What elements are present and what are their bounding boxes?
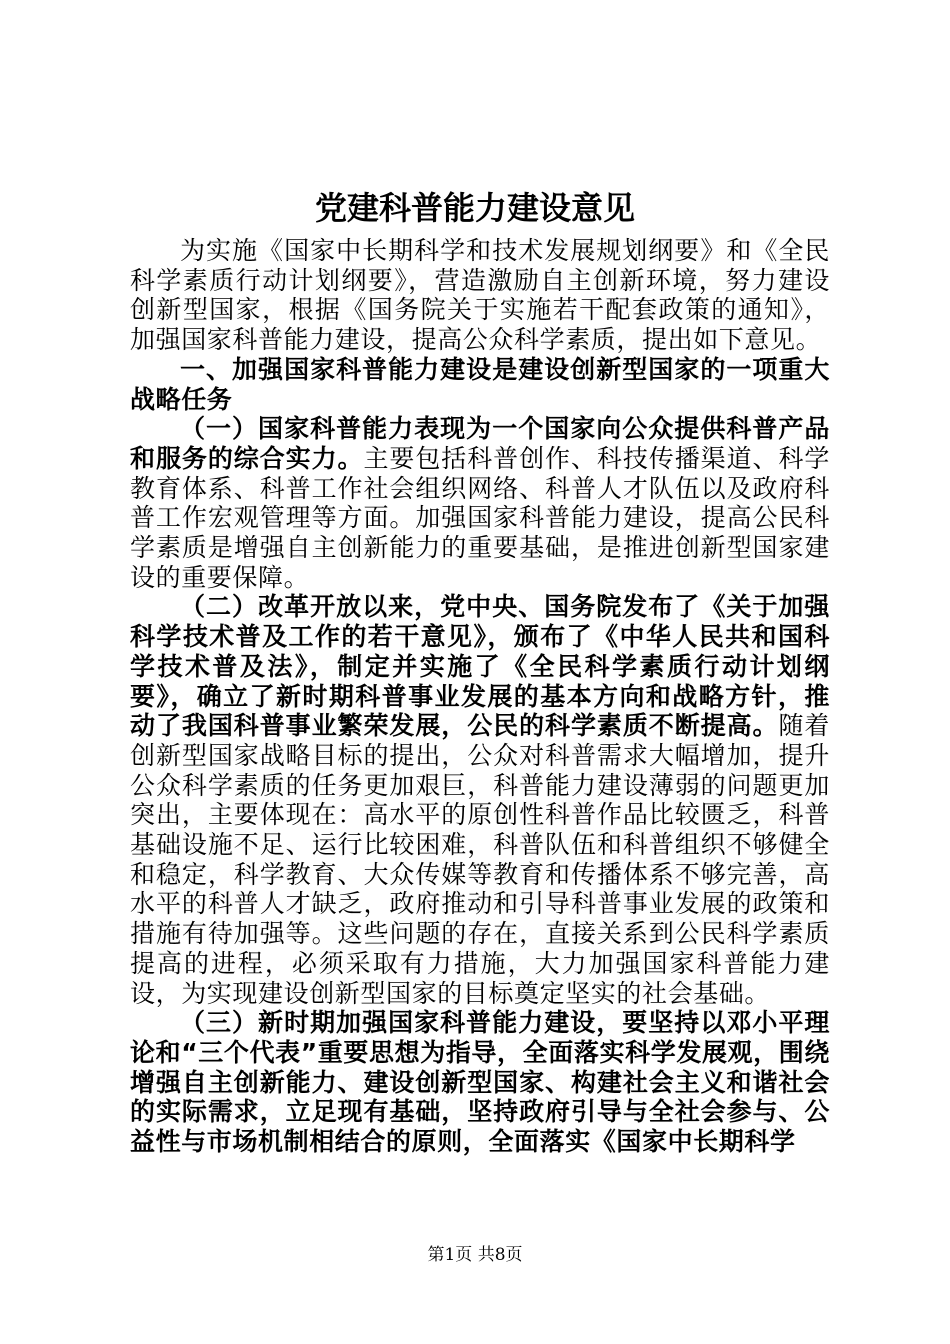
paragraph-3-lead: （三）新时期加强国家科普能力建设，要坚持以邓小平理论和“三个代表”重要思想为指导，全面落实科学发展观，围绕增强自主创新能力、建设创新型国家、构建社会主义和谐社会的实际需求，立足现有基础，坚持政府引导与全社会参与、公益性与市场机制相结合的原则，全面落实《国家中长期科学 [130,1008,830,1157]
paragraph-2-text: 随着创新型国家战略目标的提出，公众对科普需求大幅增加，提升公众科学素质的任务更加艰巨，科普能力建设薄弱的问题更加突出，主要体现在：高水平的原创性科普作品比较匮乏，科普基础设施不足、运行比较困难，科普队伍和科普组织不够健全和稳定，科学教育、大众传媒等教育和传播体系不够完善，高水平的科普人才缺乏，政府推动和引导科普事业发展的政策和措施有待加强等。这些问题的存在，直接关系到公民科学素质提高的进程，必须采取有力措施，大力加强国家科普能力建设，为实现建设创新型国家的目标奠定坚实的社会基础。 [130,711,830,1008]
document-title: 党建科普能力建设意见 [314,189,635,227]
document-body [130,236,830,1157]
paragraph-1-lead: （一）国家科普能力表现为一个国家向公众提供科普产品和服务的综合实力。 [130,414,830,473]
section-heading-1: 一、加强国家科普能力建设是建设创新型国家的一项重大战略任务 [130,354,830,414]
paragraph-1 [130,414,830,592]
paragraph-2-lead: （二）改革开放以来，党中央、国务院发布了《关于加强科学技术普及工作的若干意见》，颁布了《中华人民共和国科学技术普及法》，制定并实施了《全民科学素质行动计划纲要》，确立了新时期科普事业发展的基本方向和战略方针，推动了我国科普事业繁荣发展，公民的科学素质不断提高。 [130,592,830,741]
paragraph-3 [130,1008,830,1157]
page-footer: 第1页 共8页 [427,1245,523,1265]
intro-paragraph: 为实施《国家中长期科学和技术发展规划纲要》和《全民科学素质行动计划纲要》，营造激励自主创新环境，努力建设创新型国家，根据《国务院关于实施若干配套政策的通知》，加强国家科普能力建设，提高公众科学素质，提出如下意见。 [130,236,830,355]
paragraph-1-text: 主要包括科普创作、科技传播渠道、科学教育体系、科普工作社会组织网络、科普人才队伍以及政府科普工作宏观管理等方面。加强国家科普能力建设，提高公民科学素质是增强自主创新能力的重要基础，是推进创新型国家建设的重要保障。 [130,443,830,592]
paragraph-2 [130,592,830,1008]
